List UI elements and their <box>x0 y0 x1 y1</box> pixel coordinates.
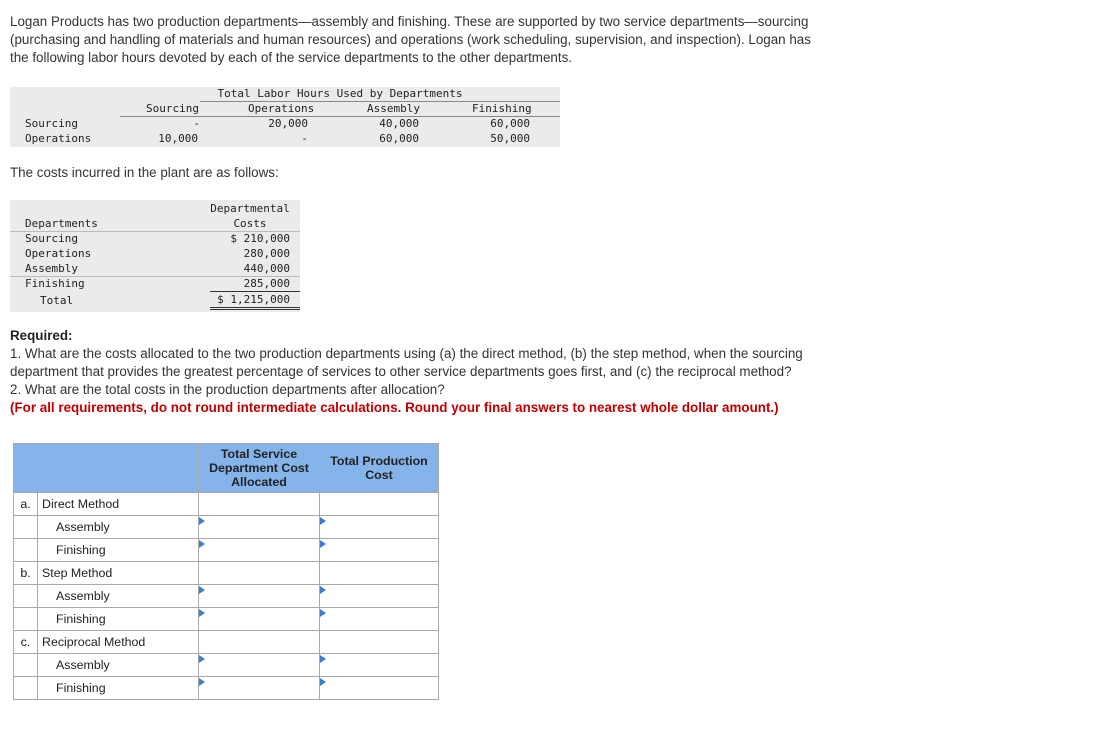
cost-total-value: $ 1,215,000 <box>217 293 290 306</box>
table-row <box>14 516 439 539</box>
table-row <box>14 608 439 631</box>
labor-cell: 60,000 <box>379 132 419 145</box>
section-row-step <box>14 562 439 585</box>
reciprocal-assembly-service-input[interactable] <box>199 654 320 677</box>
table-row <box>14 539 439 562</box>
table-row <box>14 677 439 700</box>
step-finishing-total-input[interactable] <box>320 608 439 631</box>
required-heading: Required: <box>10 328 73 343</box>
section-name: Direct Method <box>38 493 199 516</box>
row-label: Assembly <box>38 654 199 677</box>
question-1-line-1: 1. What are the costs allocated to the two production departments using (a) the direct method, (b) the step method, when the sourcing <box>10 346 803 361</box>
intro-line-2: (purchasing and handling of materials and human resources) and operations (work scheduling, supervision, and inspection). Logan has <box>10 32 811 47</box>
labor-col-finishing: Finishing <box>472 102 532 115</box>
direct-finishing-service-input[interactable] <box>199 539 320 562</box>
intro-line-1: Logan Products has two production departments—assembly and finishing. These are supported by two service departments—sourcing <box>10 14 809 29</box>
table-row <box>14 654 439 677</box>
labor-cell: 40,000 <box>379 117 419 130</box>
question-2: 2. What are the total costs in the production departments after allocation? <box>10 382 445 397</box>
step-assembly-total-input[interactable] <box>320 585 439 608</box>
labor-row-label: Operations <box>25 132 92 145</box>
section-name: Reciprocal Method <box>38 631 199 654</box>
direct-assembly-total-input[interactable] <box>320 516 439 539</box>
section-letter: a. <box>14 493 38 516</box>
row-label: Finishing <box>38 608 199 631</box>
table-row <box>14 585 439 608</box>
cost-row-label: Sourcing <box>25 232 78 245</box>
cost-row-label: Operations <box>25 247 92 260</box>
row-label: Assembly <box>38 516 199 539</box>
section-letter: b. <box>14 562 38 585</box>
cost-total-label: Total <box>40 294 74 307</box>
departments-label: Departments <box>25 217 98 230</box>
labor-table-title: Total Labor Hours Used by Departments <box>217 87 463 100</box>
reciprocal-finishing-service-input[interactable] <box>199 677 320 700</box>
answer-table <box>13 443 439 700</box>
row-label: Finishing <box>38 677 199 700</box>
cost-row-label: Finishing <box>25 277 85 290</box>
reciprocal-finishing-total-input[interactable] <box>320 677 439 700</box>
section-row-reciprocal <box>14 631 439 654</box>
row-label: Finishing <box>38 539 199 562</box>
col-header-production-cost: Total Production Cost <box>320 444 439 493</box>
direct-finishing-total-input[interactable] <box>320 539 439 562</box>
labor-cell: - <box>301 132 308 145</box>
cost-row-value: 280,000 <box>243 247 290 260</box>
col-header-service-cost: Total Service Department Cost Allocated <box>199 444 320 493</box>
cost-header-2: Costs <box>233 217 267 230</box>
labor-col-operations: Operations <box>248 102 315 115</box>
reciprocal-assembly-total-input[interactable] <box>320 654 439 677</box>
costs-intro: The costs incurred in the plant are as follows: <box>10 165 279 180</box>
labor-row-label: Sourcing <box>25 117 78 130</box>
labor-cell: 60,000 <box>490 117 530 130</box>
cost-header-1: Departmental <box>210 202 290 215</box>
intro-line-3: the following labor hours devoted by each of the service departments to the other departments. <box>10 50 572 65</box>
labor-col-assembly: Assembly <box>367 102 420 115</box>
labor-cell: 20,000 <box>268 117 308 130</box>
labor-cell: 10,000 <box>158 132 198 145</box>
direct-assembly-service-input[interactable] <box>199 516 320 539</box>
labor-cell: 50,000 <box>490 132 530 145</box>
labor-col-sourcing: Sourcing <box>146 102 199 115</box>
cost-row-value: $ 210,000 <box>230 232 290 245</box>
row-label: Assembly <box>38 585 199 608</box>
section-name: Step Method <box>38 562 199 585</box>
step-assembly-service-input[interactable] <box>199 585 320 608</box>
rounding-note: (For all requirements, do not round intermediate calculations. Round your final answers to nearest whole dollar amount.) <box>10 400 779 415</box>
labor-cell: - <box>193 117 200 130</box>
step-finishing-service-input[interactable] <box>199 608 320 631</box>
cost-row-value: 440,000 <box>243 262 290 275</box>
question-1-line-2: department that provides the greatest percentage of services to other service departments goes first, and (c) the reciprocal method? <box>10 364 792 379</box>
cost-row-value: 285,000 <box>243 277 290 290</box>
cost-row-label: Assembly <box>25 262 78 275</box>
section-letter: c. <box>14 631 38 654</box>
section-row-direct <box>14 493 439 516</box>
